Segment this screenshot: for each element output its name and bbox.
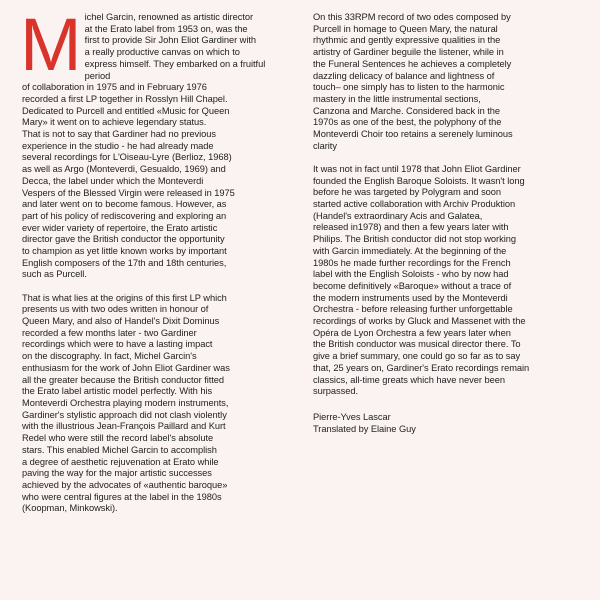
signature-block (313, 412, 581, 435)
right-paragraph-2: It was not in fact until 1978 that John Eliot Gardiner founded the English Baroque Soloists. It wasn't long before he was targeted by Polygram and soon started active collaboration with Archiv Produktion (Handel's extraordinary Acis and Galatea, released in1978) and then a few years later with Philips. The British conductor did not stop working with Garcin immediately. At the beginning of the 1980s he made further recordings for the French label with the English Soloists - who by now had become definitively «Baroque» without a trace of the modern instruments used by the Monteverdi Orchestra - before releasing further unforgettable recordings of works by Gluck and Massenet with the Opéra de Lyon Orchestra a few years later when the British conductor was musical director there. To give a brief summary, one could go so far as to say that, 25 years on, Gardiner's Erato recordings remain classics, all-time greats which have never been surpassed. (313, 163, 530, 397)
right-paragraph-1: On this 33RPM record of two odes composed by Purcell in homage to Queen Mary, the natural rhythmic and gently expressive qualities in the artistry of Gardiner beguile the listener, while in the Funeral Sentences he achieves a completely dazzling delicacy of balance and lightness of touch– one simply has to listen to the harmonic mastery in the little instrumental sections, Canzona and Marche. Considered back in the 1970s as one of the best, the polyphony of the Monteverdi Choir too retains a serenely luminous clarity (313, 12, 513, 151)
author-name: Pierre-Yves Lascar (313, 412, 391, 422)
left-column (20, 3, 292, 527)
right-column (313, 12, 581, 435)
drop-cap-letter: M (20, 3, 79, 86)
left-paragraph-2: That is what lies at the origins of this first LP which presents us with two odes written in honour of Queen Mary, and also of Handel's Dixit Dominus recorded a few months later - two Gardiner recordings which were to have a lasting impact on the discography. In fact, Michel Garcin's enthusiasm for the work of John Eliot Gardiner was all the greater because the British conductor fitted the Erato label artistic model perfectly. With his Monteverdi Orchestra playing modern instruments, Gardiner's stylistic approach did not clash violently with the illustrious Jean-François Paillard and Kurt Redel who were still the record label's absolute stars. This enabled Michel Garcin to accomplish a degree of aesthetic rejuvenation at Erato while paving the way for the major artistic successes achieved by the advocates of «authentic baroque» who were central figures at the label in the 1980s (Koopman, Minkowski). (22, 292, 230, 514)
left-paragraph-1: ichel Garcin, renowned as artistic director at the Erato label from 1953 on, was the first to provide Sir John Eliot Gardiner with a really productive canvas on which to express himself. They embarked on a fruitful period of collaboration in 1975 and in February 1976 recorded a first LP together in Rosslyn Hill Chapel. Dedicated to Purcell and entitled «Music for Queen Mary» it went on to achieve legendary status. That is not to say that Gardiner had no previous experience in the studio - he had already made several recordings for L'Oiseau-Lyre (Berlioz, 1968) as well as Argo (Monteverdi, Gesualdo, 1969) and Decca, the label under which the Monteverdi Vespers of the Blessed Virgin were released in 1975 and later went on to become famous. However, as part of his policy of rediscovering and exploring an ever wider variety of repertoire, the Erato artistic director gave the British conductor the opportunity to champion as yet little known works by important English composers of the 17th and 18th centuries, such as Purcell. (22, 12, 266, 280)
translator-credit: Translated by Elaine Guy (313, 423, 416, 434)
intro-paragraph-block (20, 3, 292, 281)
